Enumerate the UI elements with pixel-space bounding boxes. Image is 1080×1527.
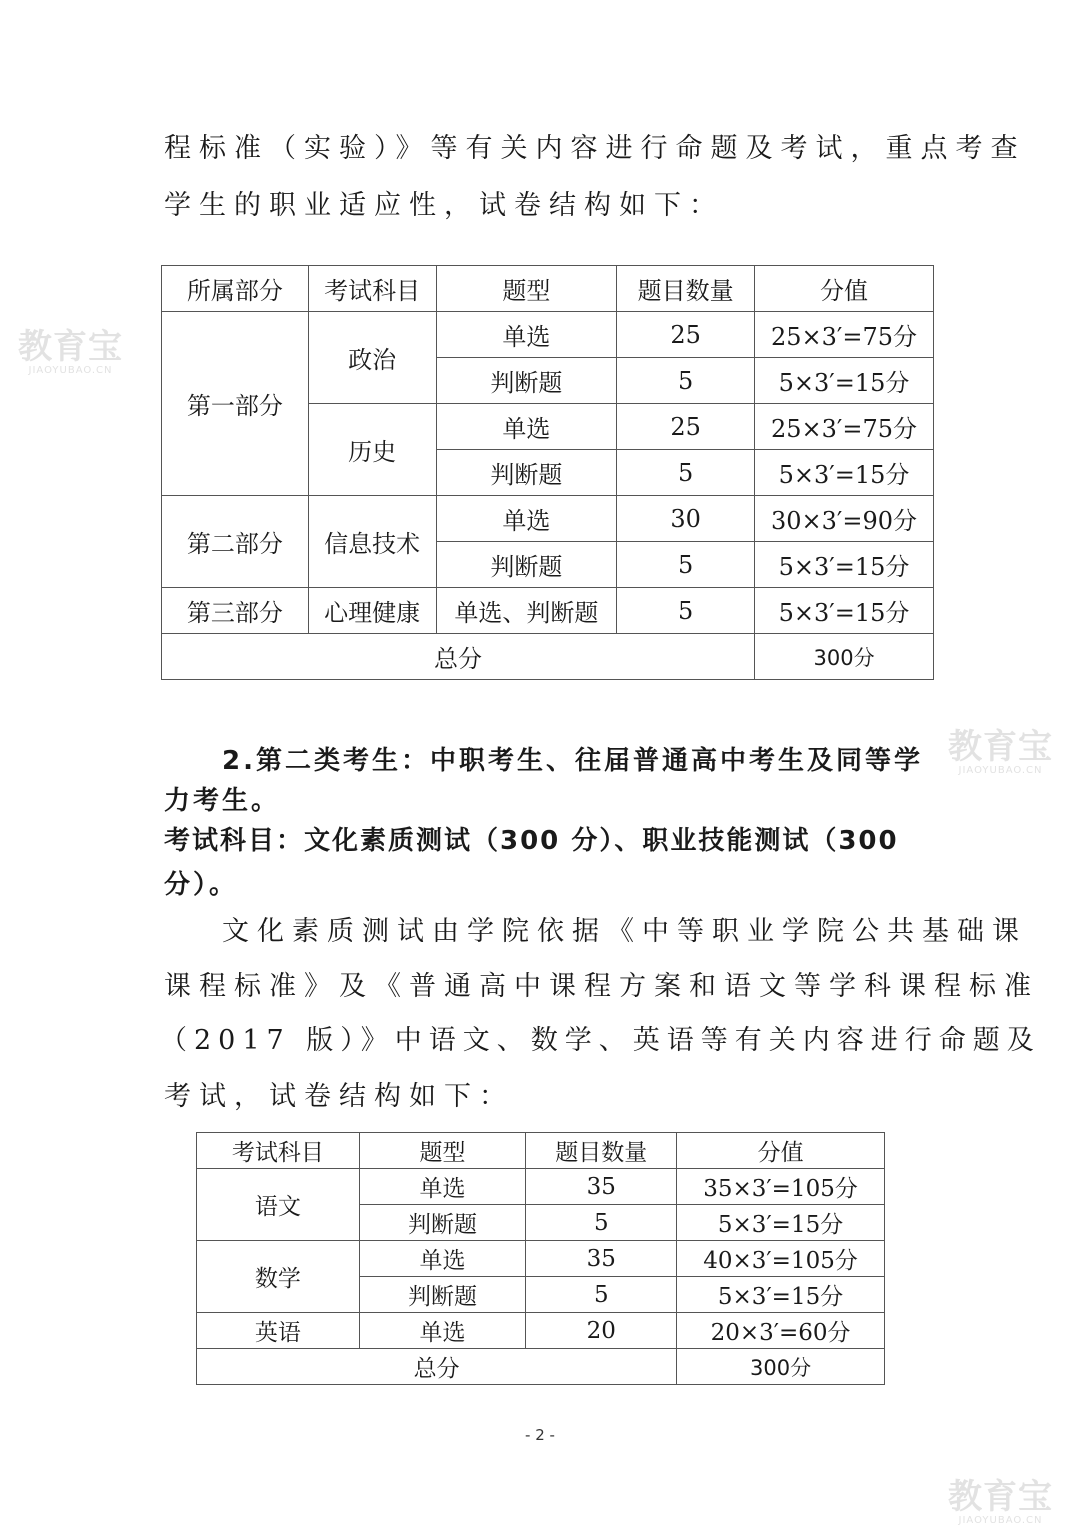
para-line-3: （2017 版）》中语文、数学、英语等有关内容进行命题及 — [160, 1025, 1041, 1056]
count-cell: 35 — [526, 1169, 677, 1205]
watermark-logo — [948, 1477, 1053, 1526]
total-value: 300分 — [755, 634, 934, 680]
header-cell: 考试科目 — [308, 266, 436, 312]
total-label: 总分 — [162, 634, 755, 680]
score-cell: 5×3′=15分 — [755, 542, 934, 588]
score-cell: 5×3′=15分 — [755, 450, 934, 496]
part-cell: 第一部分 — [162, 312, 309, 496]
count-cell: 25 — [617, 404, 755, 450]
subject-cell: 语文 — [197, 1169, 360, 1241]
header-cell: 题目数量 — [617, 266, 755, 312]
count-cell: 35 — [526, 1241, 677, 1277]
watermark-text: 教育宝 — [948, 1477, 1053, 1517]
type-cell: 判断题 — [359, 1277, 526, 1313]
table-total-row — [197, 1349, 885, 1385]
type-cell: 单选、判断题 — [436, 588, 617, 634]
score-cell: 30×3′=90分 — [755, 496, 934, 542]
header-cell: 题目数量 — [526, 1133, 677, 1169]
count-cell: 5 — [617, 358, 755, 404]
subject-cell: 历史 — [308, 404, 436, 496]
table-total-row — [162, 634, 934, 680]
total-value: 300分 — [677, 1349, 885, 1385]
watermark-domain: JIAOYUBAO.CN — [958, 765, 1043, 776]
intro-line-2: 学生的职业适应性，试卷结构如下： — [164, 190, 724, 221]
count-cell: 30 — [617, 496, 755, 542]
header-cell: 题型 — [359, 1133, 526, 1169]
subject-cell: 英语 — [197, 1313, 360, 1349]
para-line-1: 文化素质测试由学院依据《中等职业学院公共基础课 — [222, 916, 1027, 947]
score-cell: 5×3′=15分 — [755, 358, 934, 404]
table-row — [162, 496, 934, 542]
score-cell: 25×3′=75分 — [755, 312, 934, 358]
count-cell: 5 — [617, 450, 755, 496]
type-cell: 单选 — [359, 1241, 526, 1277]
type-cell: 单选 — [436, 404, 617, 450]
count-cell: 20 — [526, 1313, 677, 1349]
score-cell: 5×3′=15分 — [755, 588, 934, 634]
part-cell: 第三部分 — [162, 588, 309, 634]
watermark-text: 教育宝 — [18, 327, 123, 367]
header-cell: 分值 — [755, 266, 934, 312]
count-cell: 5 — [617, 542, 755, 588]
score-cell: 40×3′=105分 — [677, 1241, 885, 1277]
type-cell: 判断题 — [436, 450, 617, 496]
watermark-text: 教育宝 — [948, 727, 1053, 767]
section2-heading-line-2: 力考生。 — [164, 786, 281, 816]
part-cell: 第二部分 — [162, 496, 309, 588]
type-cell: 判断题 — [359, 1205, 526, 1241]
type-cell: 单选 — [359, 1169, 526, 1205]
table-row — [162, 588, 934, 634]
score-cell: 5×3′=15分 — [677, 1205, 885, 1241]
page-number: - 2 - — [525, 1426, 555, 1444]
type-cell: 单选 — [359, 1313, 526, 1349]
exam-structure-table-2 — [196, 1132, 885, 1385]
count-cell: 5 — [526, 1277, 677, 1313]
subject-cell: 信息技术 — [308, 496, 436, 588]
header-cell: 题型 — [436, 266, 617, 312]
table-row — [162, 312, 934, 358]
table-header-row — [197, 1133, 885, 1169]
para-line-4: 考试，试卷结构如下： — [164, 1081, 514, 1112]
score-cell: 20×3′=60分 — [677, 1313, 885, 1349]
watermark-domain: JIAOYUBAO.CN — [28, 365, 113, 376]
count-cell: 5 — [617, 588, 755, 634]
watermark-logo — [18, 327, 123, 376]
type-cell: 单选 — [436, 312, 617, 358]
subjects-line-1: 考试科目：文化素质测试（300 分）、职业技能测试（300 — [164, 826, 899, 856]
subjects-line-2: 分）。 — [164, 870, 239, 900]
type-cell: 单选 — [436, 496, 617, 542]
section2-heading-line-1: 2.第二类考生：中职考生、往届普通高中考生及同等学 — [222, 746, 923, 776]
count-cell: 5 — [526, 1205, 677, 1241]
intro-line-1: 程标准（实验）》等有关内容进行命题及考试，重点考查 — [164, 133, 1026, 164]
score-cell: 25×3′=75分 — [755, 404, 934, 450]
type-cell: 判断题 — [436, 542, 617, 588]
count-cell: 25 — [617, 312, 755, 358]
subject-cell: 心理健康 — [308, 588, 436, 634]
table-header-row — [162, 266, 934, 312]
watermark-domain: JIAOYUBAO.CN — [958, 1515, 1043, 1526]
subject-cell: 政治 — [308, 312, 436, 404]
watermark-logo — [948, 727, 1053, 776]
header-cell: 所属部分 — [162, 266, 309, 312]
header-cell: 分值 — [677, 1133, 885, 1169]
table-row — [197, 1169, 885, 1205]
table-row — [197, 1313, 885, 1349]
para-line-2: 课程标准》及《普通高中课程方案和语文等学科课程标准 — [164, 971, 1039, 1002]
score-cell: 5×3′=15分 — [677, 1277, 885, 1313]
type-cell: 判断题 — [436, 358, 617, 404]
header-cell: 考试科目 — [197, 1133, 360, 1169]
table-row — [197, 1241, 885, 1277]
total-label: 总分 — [197, 1349, 677, 1385]
score-cell: 35×3′=105分 — [677, 1169, 885, 1205]
subject-cell: 数学 — [197, 1241, 360, 1313]
exam-structure-table-1 — [161, 265, 934, 680]
